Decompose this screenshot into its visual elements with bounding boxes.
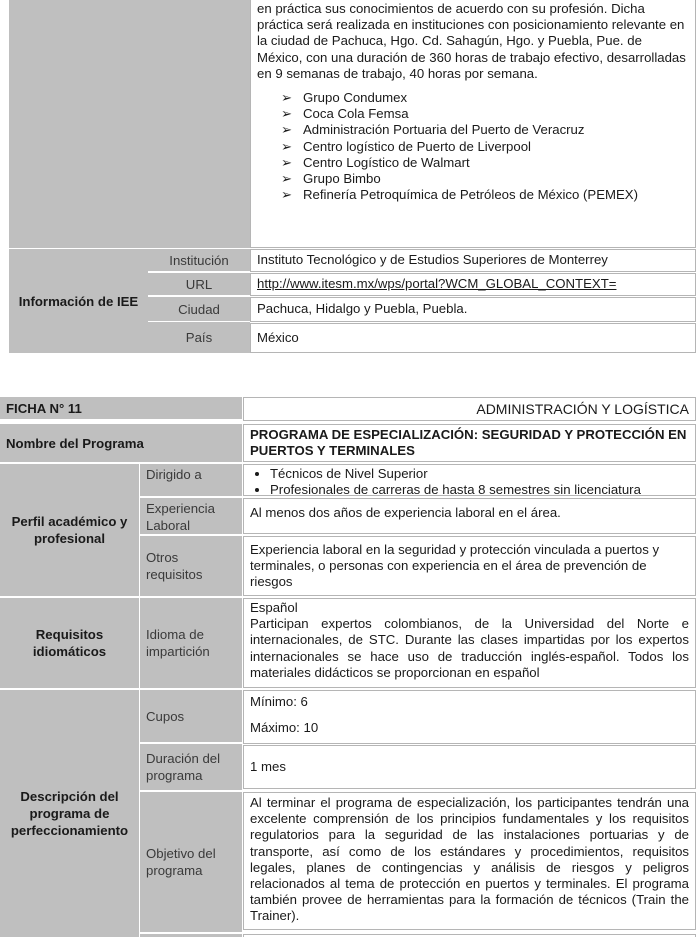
idioma-value xyxy=(243,598,696,688)
iee-city-value: Pachuca, Hidalgo y Puebla, Puebla. xyxy=(250,297,696,322)
list-item: ➢ Coca Cola Femsa xyxy=(281,106,409,122)
otros-requisitos-value: Experiencia laboral en la seguridad y protección vinculada a puertos y terminales, o personas con experiencia en el área de prevención de riesgos xyxy=(243,536,696,596)
list-item: • Profesionales de carreras de hasta 8 semestres sin licenciatura xyxy=(270,482,689,496)
iee-url-cell xyxy=(250,273,696,296)
list-item: ➢ Refinería Petroquímica de Petróleos de México (PEMEX) xyxy=(281,187,638,203)
idioma-label: Idioma de impartición xyxy=(140,598,242,688)
ficha-area-cell xyxy=(243,397,696,421)
list-item: ➢ Centro logístico de Puerto de Liverpool xyxy=(281,138,531,154)
ficha-number: FICHA N° 11 xyxy=(0,397,242,419)
objetivo-label: Objetivo del programa xyxy=(140,792,242,932)
requisitos-section-label: Requisitos idiomáticos xyxy=(0,598,139,688)
program-name: PROGRAMA DE ESPECIALIZACIÓN: SEGURIDAD Y PROTECCIÓN EN PUERTOS Y TERMINALES xyxy=(250,427,687,458)
internship-description: en práctica sus conocimientos de acuerdo con su profesión. Dicha práctica será realizada en instituciones con posicionamiento relevante en la ciudad de Pachuca, Hgo. Cd. Sahagún, Hgo. y Puebla, Pue. de México, con una duración de 360 horas de trabajo efectivo, desarrolladas en 9 semanas de trabajo, 40 horas por semana. xyxy=(257,1,686,81)
iee-url-label: URL xyxy=(148,273,250,295)
list-item: ➢ Grupo Bimbo xyxy=(281,171,381,187)
experiencia-label: Experiencia Laboral xyxy=(140,498,242,534)
iee-institution-value: Instituto Tecnológico y de Estudios Superiores de Monterrey xyxy=(250,249,696,272)
dirigido-list xyxy=(250,466,689,496)
cupos-label: Cupos xyxy=(140,690,242,742)
iee-institution-label: Institución xyxy=(148,249,250,271)
arrow-bullet-icon: ➢ xyxy=(281,138,293,154)
iee-city-label: Ciudad xyxy=(148,297,250,321)
top-label-column xyxy=(9,0,148,248)
idioma-language: Español xyxy=(250,600,298,615)
arrow-bullet-icon: ➢ xyxy=(281,187,293,203)
program-name-label: Nombre del Programa xyxy=(0,424,242,462)
dirigido-value xyxy=(243,464,696,496)
arrow-bullet-icon: ➢ xyxy=(281,171,293,187)
ficha-area: ADMINISTRACIÓN Y LOGÍSTICA xyxy=(476,400,689,417)
list-item: ➢ Administración Portuaria del Puerto de Veracruz xyxy=(281,122,585,138)
idioma-detail: Participan expertos colombianos, de la Universidad del Norte e internacionales, de STC. Durante las clases impartidas por los expertos internacionales se hace uso de traducción inglés-español. Todos los materiales didácticos se proporcionan en español xyxy=(250,616,689,680)
cupos-min: Mínimo: 6 xyxy=(250,694,308,709)
arrow-bullet-icon: ➢ xyxy=(281,122,293,138)
program-name-cell xyxy=(243,424,696,462)
otros-requisitos-label: Otros requisitos xyxy=(140,536,242,596)
iee-country-label: País xyxy=(148,322,250,353)
descripcion-section-label: Descripción del programa de perfeccionamiento xyxy=(0,690,139,937)
list-item: • Técnicos de Nivel Superior xyxy=(270,466,689,482)
arrow-bullet-icon: ➢ xyxy=(281,154,293,170)
duracion-value: 1 mes xyxy=(243,745,696,789)
cupos-value xyxy=(243,690,696,744)
iee-section-label: Información de IEE xyxy=(9,249,148,353)
top-sublabel-column xyxy=(148,0,250,248)
iee-country-value: México xyxy=(250,323,696,353)
cupos-max: Máximo: 10 xyxy=(250,720,319,736)
arrow-bullet-icon: ➢ xyxy=(281,90,293,106)
company-list xyxy=(257,90,689,203)
internship-description-cell xyxy=(250,0,696,248)
list-item: ➢ Centro Logístico de Walmart xyxy=(281,154,470,170)
perfil-section-label: Perfil académico y profesional xyxy=(0,464,139,596)
arrow-bullet-icon: ➢ xyxy=(281,106,293,122)
institution-url-link[interactable]: http://www.itesm.mx/wps/portal?WCM_GLOBAL_CONTEXT= xyxy=(257,276,617,292)
experiencia-value: Al menos dos años de experiencia laboral en el área. xyxy=(243,498,696,534)
dirigido-label: Dirigido a xyxy=(140,464,242,496)
duracion-label: Duración del programa xyxy=(140,744,242,790)
objetivo-value: Al terminar el programa de especialización, los participantes tendrán una excelente comprensión de los principios fundamentales y los requisitos regulatorios para la seguridad de las instalaciones portuarias y de transporte, así como de los estándares y procedimientos, requisitos legales, planes de contingencias y análisis de riesgos y peligros relacionados al tema de protección en puertos y terminales. El programa también provee de herramientas para la formación de técnicos (Train the Trainer). xyxy=(243,792,696,930)
list-item: ➢ Grupo Condumex xyxy=(281,90,408,106)
